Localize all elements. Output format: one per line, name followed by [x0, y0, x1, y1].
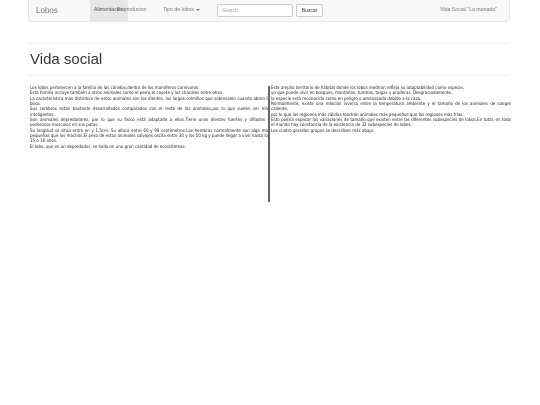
column-divider	[268, 86, 270, 202]
nav-item-reproducion[interactable]: Reproducion	[117, 7, 147, 13]
left-paragraph: Su longitud se sitúa entre en y 1,5cm. Su altura entre 60 y 90 centímetros.Las hembras normalmente son algo más pequeñas que los machos.El peso de estos animales salvajes oscila entre 30 y los 50 kg y puede llegar a vivir hasta los 15 o 16 años.	[30, 127, 270, 144]
search-button[interactable]: Buscar	[296, 4, 323, 17]
left-paragraph: Sus cerebros están bastante desarrollados comparados con el resto de los animales,por lo que suelen ser más inteligentes.	[30, 106, 270, 117]
right-paragraph: ya que puede vivir en bosques, montañas, tundras, taigas y praderas. Desgraciadamente,	[271, 90, 453, 96]
left-paragraph: Son animales depredadores, por lo que su físico está adaptado a ellos.Tiene unos dientes fuertes y afilados y poderosos músculos en sus patas.	[30, 117, 270, 128]
left-paragraph: Los lobos pertenecen a la familia de los cánidos,dentro de los mamíferos carnívoros.	[30, 85, 200, 90]
navbar	[28, 0, 510, 22]
left-paragraph: Esta familia incluye también a otros animales como el perro,el coyote y los chacales entre otros.	[30, 90, 224, 96]
navbar-brand[interactable]: Lobos	[36, 6, 58, 15]
nav-item-tipo-de-lobos-label: Tipo de lobos	[163, 7, 194, 13]
nav-item-alimentacion[interactable]: Alimentacion	[90, 0, 128, 21]
chevron-down-icon	[196, 9, 200, 11]
nav-item-tipo-de-lobos[interactable]	[159, 0, 204, 21]
page-title: Vida social	[30, 51, 103, 68]
left-paragraph: La característica más distintiva de estos animales son los dientes, las largas colmillos que sobresalen cuando abren la boca.	[30, 95, 270, 107]
right-paragraph: la especie está reconocida como en peligro o amenazada debido a la caza.	[271, 95, 422, 101]
right-column	[271, 85, 511, 133]
right-paragraph: Esto podría explicar las variaciones de tamaño que existen entre las diferentes subespecies de lobos.En total, en todo el mundo hay constancia de la existencia de 32 subespecies de lobos.	[271, 117, 511, 128]
header-divider-bottom	[28, 75, 510, 76]
header-divider-top	[28, 43, 510, 44]
right-paragraph: Este amplio territorio de hábitat donde los lobos mediran refleja su adaptabilidad como especie,	[271, 85, 465, 90]
nav-link-vida-social[interactable]: Vida Social "La manada"	[440, 7, 497, 13]
left-column	[30, 85, 270, 149]
right-paragraph: Normalmente, existe una relación inversa entre la temperatura ambiente y el tamaño de los animales de sangre caliente,	[271, 101, 511, 112]
left-paragraph: El lobo, que es un depredador, se halla en una gran cantidad de ecosistemas.	[30, 143, 186, 149]
right-paragraph: Los cuatro grandes grupos se describen más abajo.	[271, 127, 375, 133]
right-paragraph: por lo que las regiones más cálidas tendrán animales más pequeños que las regiones más frías.	[271, 111, 464, 117]
search-input[interactable]	[217, 4, 293, 17]
